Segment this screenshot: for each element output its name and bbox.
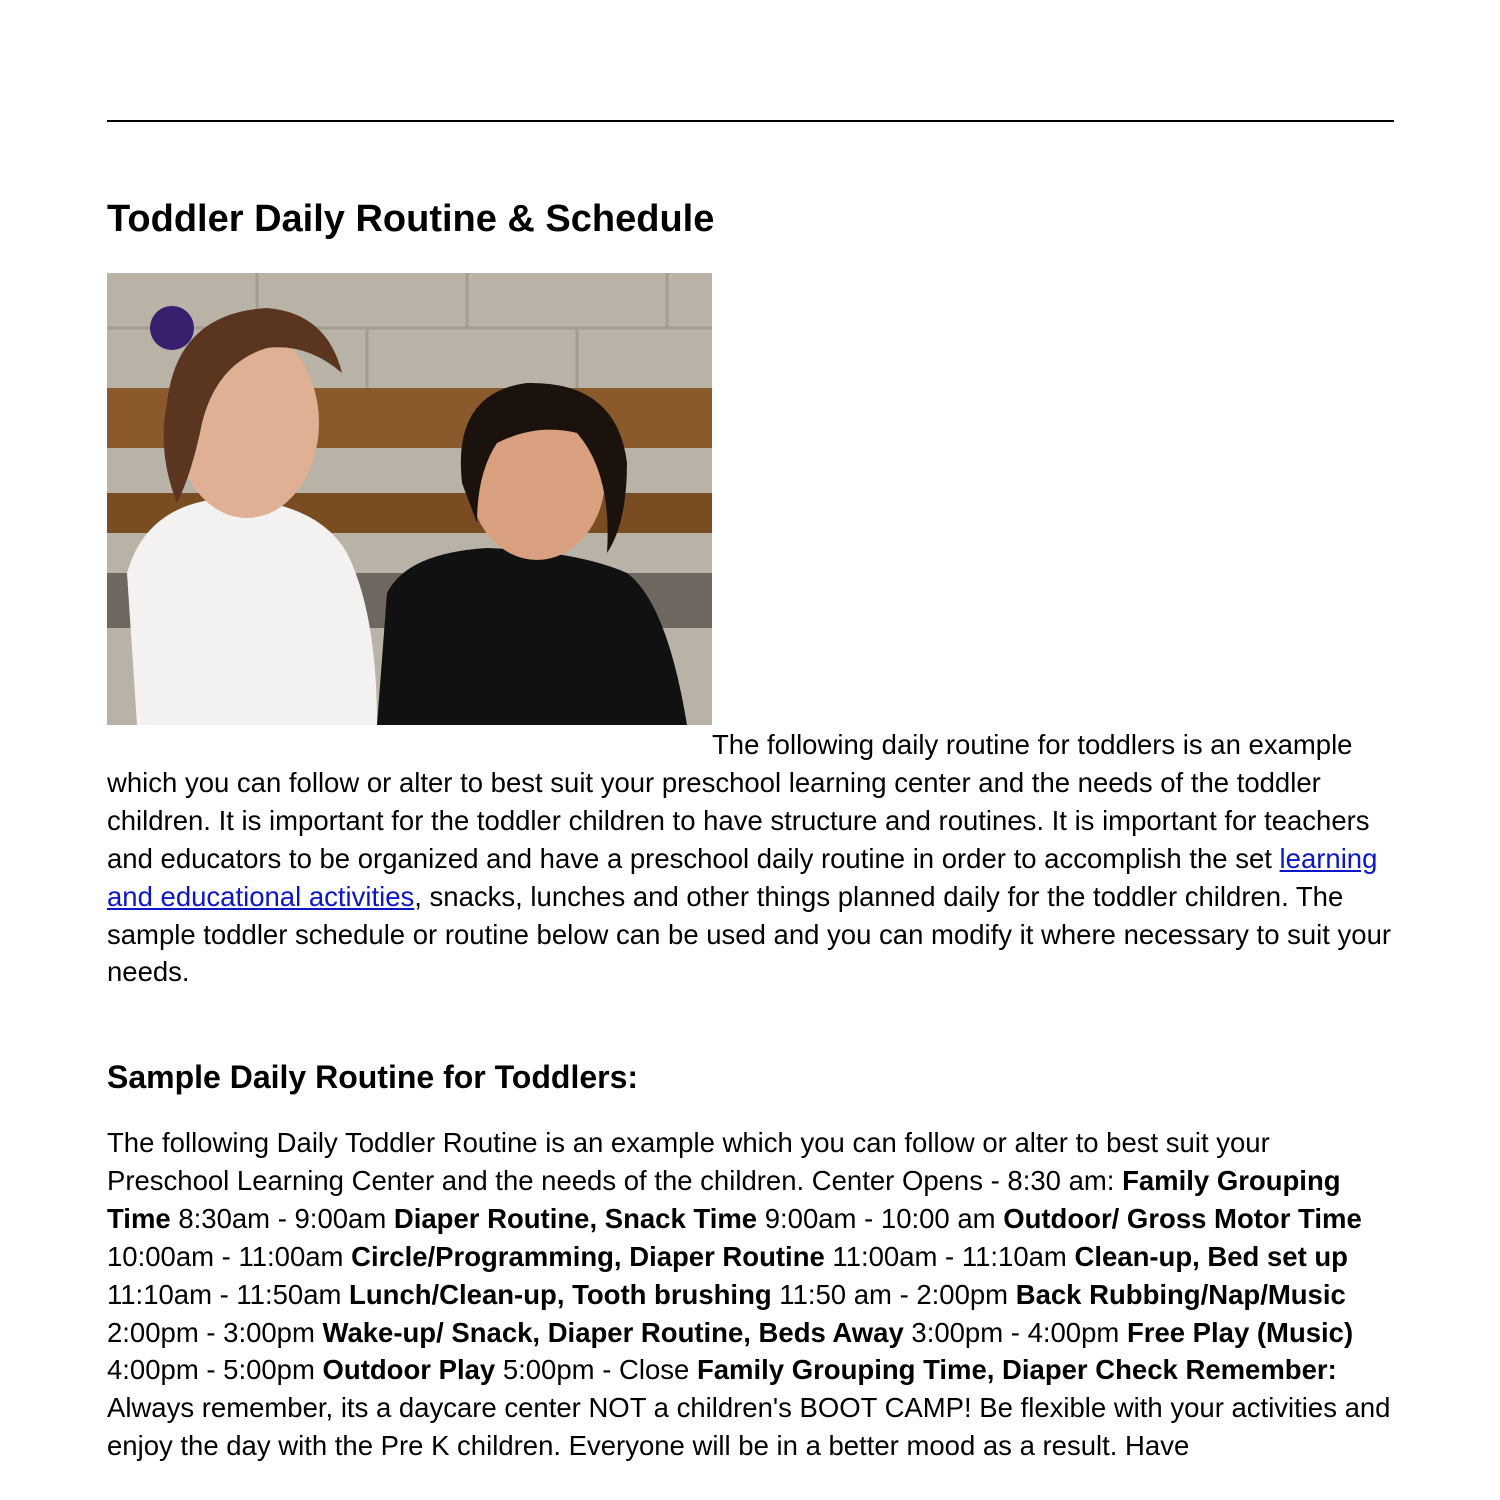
routine-activity: Diaper Routine, Snack Time — [393, 1202, 758, 1234]
section-title: Sample Daily Routine for Toddlers: — [107, 1059, 639, 1095]
routine-text: 11:50 am - 2:00pm — [771, 1278, 1016, 1310]
routine-activity: Family Grouping Time — [107, 1164, 1341, 1234]
routine-activity: Circle/Programming, Diaper Routine — [351, 1240, 825, 1272]
routine-text: 11:10am - 11:50am — [107, 1278, 350, 1310]
routine-text: 8:30am - 9:00am — [170, 1202, 394, 1234]
learning-activities-link[interactable]: learning and educational activities — [107, 842, 1378, 912]
routine-activity: Free Play (Music) — [1126, 1316, 1354, 1348]
routine-text: 11:00am - 11:10am — [824, 1240, 1075, 1272]
header-rule — [107, 120, 1394, 122]
routine-activity: Clean-up, Bed set up — [1074, 1240, 1348, 1272]
routine-text: Always remember, its a daycare center NOT a children's BOOT CAMP! Be flexible with your activities and enjoy the day with the Pre K children. Everyone will be in a better mood as a result. Have — [107, 1392, 1391, 1462]
routine-paragraph — [107, 1124, 1397, 1465]
routine-activity: Outdoor Play — [322, 1354, 496, 1386]
routine-activity: Outdoor/ Gross Motor Time — [1003, 1202, 1362, 1234]
page-title: Toddler Daily Routine & Schedule — [107, 198, 715, 240]
intro-text-after-link: , snacks, lunches and other things planned daily for the toddler children. The sample toddler schedule or routine below can be used and you can modify it where necessary to suit your needs. — [107, 880, 1392, 988]
routine-text: 4:00pm - 5:00pm — [107, 1354, 323, 1386]
routine-activity: Family Grouping Time, Diaper Check Remember: — [696, 1354, 1337, 1386]
routine-text: 5:00pm - Close — [495, 1354, 697, 1386]
routine-text: The following Daily Toddler Routine is an example which you can follow or alter to best suit your Preschool Learning Center and the needs of the children. Center Opens - 8:30 am: — [107, 1127, 1270, 1196]
routine-activity: Wake-up/ Snack, Diaper Routine, Beds Away — [322, 1316, 904, 1348]
intro-text-before-link: The following daily routine for toddlers is an example which you can follow or alter to best suit your preschool learning center and the needs of the toddler children. It is important for the toddler children to have structure and routines. It is important for teachers and educators to be organized and have a preschool daily routine in order to accomplish the set — [107, 729, 1370, 874]
routine-text: 2:00pm - 3:00pm — [107, 1316, 323, 1348]
routine-activity: Lunch/Clean-up, Tooth brushing — [349, 1278, 772, 1310]
intro-paragraph — [107, 726, 1397, 991]
routine-text: 10:00am - 11:00am — [107, 1240, 352, 1272]
photo-teacher-and-child — [107, 273, 712, 725]
routine-activity: Back Rubbing/Nap/Music — [1015, 1278, 1346, 1310]
routine-text: 9:00am - 10:00 am — [757, 1202, 1004, 1234]
photo-teacher-and-child-icon — [107, 273, 712, 725]
routine-text: 3:00pm - 4:00pm — [903, 1316, 1127, 1348]
